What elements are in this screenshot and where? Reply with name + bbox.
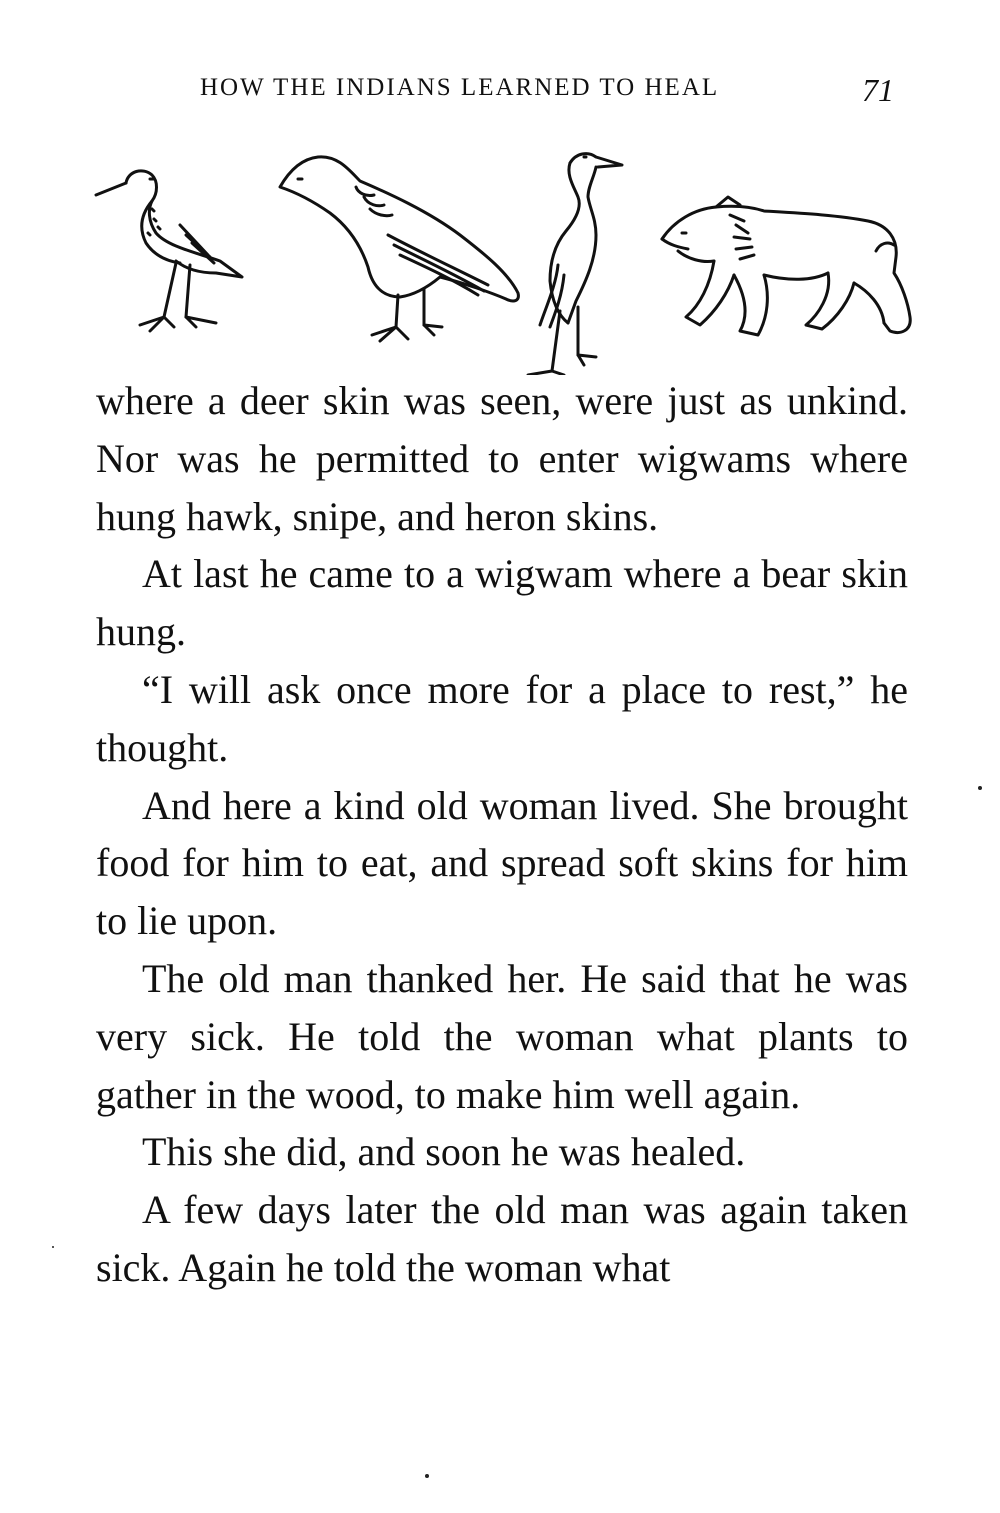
bear-icon [662,197,910,335]
paragraph: The old man thanked her. He said that he was very sick. He told the woman what plants to gather in the wood, to make him well again. [96,955,908,1117]
paragraph: And here a kind old woman lived. She brought food for him to eat, and spread soft skins for him to lie upon. [96,782,908,944]
page-number: 71 [862,72,894,108]
paragraph: At last he came to a wigwam where a bear skin hung. [96,551,908,655]
ink-speck [52,1246,54,1248]
paragraph: where a deer skin was seen, were just as unkind. Nor was he permitted to enter wigwams where hung hawk, snipe, and heron skins. [96,378,908,539]
snipe-icon [96,171,242,331]
ink-speck [425,1474,429,1478]
page-body [96,372,908,1297]
heron-icon [528,154,622,375]
paragraph: A few days later the old man was again taken sick. Again he told the woman what [96,1187,908,1290]
paragraph: This she did, and soon he was healed. [142,1129,746,1175]
paragraph: “I will ask once more for a place to rest,” he thought. [96,666,908,770]
ink-speck [978,786,982,790]
animal-illustration [88,135,928,375]
running-title: HOW THE INDIANS LEARNED TO HEAL [200,74,720,101]
hawk-icon [280,157,518,341]
